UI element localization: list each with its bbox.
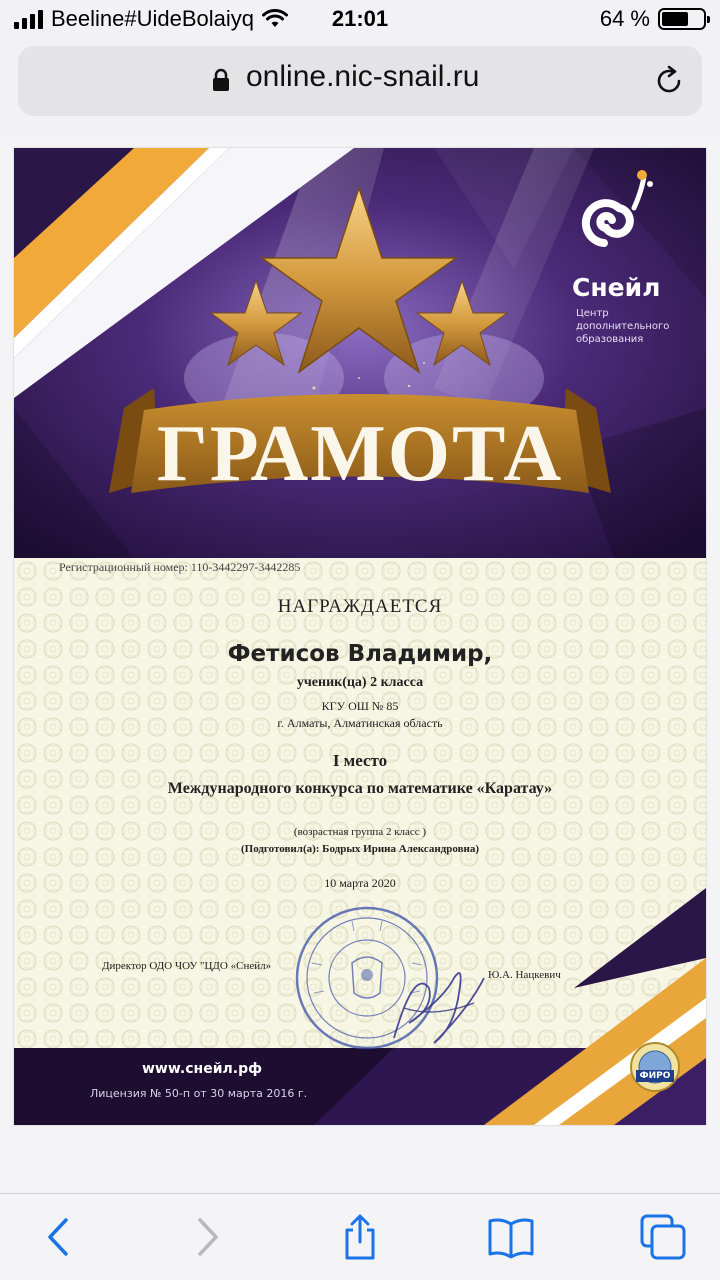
browser-toolbar — [0, 1193, 720, 1280]
forward-button[interactable] — [182, 1212, 232, 1262]
bookmarks-button[interactable] — [486, 1212, 536, 1262]
firo-badge-icon — [628, 1040, 682, 1094]
recipient-name: Фетисов Владимир, — [227, 641, 493, 667]
brand-tagline-3: образования — [576, 334, 644, 345]
share-icon — [347, 1216, 373, 1258]
registration-number: Регистрационный номер: 110-3442297-3442285 — [59, 560, 301, 574]
age-group: (возрастная группа 2 класс ) — [293, 826, 427, 838]
website-link[interactable]: www.снейл.рф — [142, 1061, 262, 1077]
director-signature — [374, 948, 494, 1058]
chevron-right-icon — [200, 1220, 216, 1254]
recipient-grade: ученик(ца) 2 класса — [296, 675, 424, 690]
share-button[interactable] — [335, 1212, 385, 1262]
status-time: 21:01 — [331, 6, 389, 31]
lock-icon — [212, 68, 230, 92]
status-bar — [0, 0, 720, 40]
director-title: Директор ОДО ЧОУ "ЦДО «Снейл» — [102, 960, 272, 972]
certificate-header-art — [14, 148, 706, 558]
prepared-by: (Подготовил(а): Бодрых Ирина Александровна) — [240, 843, 480, 855]
battery-percent: 64 % — [599, 6, 650, 31]
school-name: КГУ ОШ № 85 — [321, 699, 399, 713]
url-text[interactable]: online.nic-snail.ru — [246, 60, 480, 93]
battery-fill — [662, 12, 688, 26]
book-icon — [490, 1220, 532, 1257]
brand-tagline-1: Центр — [576, 308, 609, 319]
page-content — [0, 135, 720, 1193]
certificate-title: ГРАМОТА — [156, 410, 564, 498]
city-name: г. Алматы, Алматинская область — [277, 716, 443, 730]
battery-icon — [658, 8, 706, 30]
brand-tagline-2: дополнительного — [576, 321, 670, 332]
tabs-icon — [642, 1216, 684, 1258]
certificate-body — [14, 558, 706, 1125]
license-text: Лицензия № 50-п от 30 марта 2016 г. — [90, 1087, 308, 1100]
firo-label: ФИРО — [639, 1071, 671, 1081]
chevron-left-icon — [50, 1220, 66, 1254]
director-name: Ю.А. Нацкевич — [488, 969, 561, 981]
awarded-label: НАГРАЖДАЕТСЯ — [277, 596, 443, 617]
brand-name: Снейл — [572, 273, 661, 302]
reload-icon[interactable] — [652, 64, 686, 98]
certificate — [14, 148, 706, 1125]
contest-name: Международного конкурса по математике «Каратау» — [167, 780, 553, 797]
place-label: I место — [332, 751, 388, 770]
tabs-button[interactable] — [638, 1212, 688, 1262]
carrier-name: Beeline#UideBolaiyq — [51, 6, 255, 31]
award-date: 10 марта 2020 — [324, 876, 396, 890]
status-right — [600, 6, 706, 32]
back-button[interactable] — [34, 1212, 84, 1262]
address-bar[interactable] — [18, 46, 702, 116]
